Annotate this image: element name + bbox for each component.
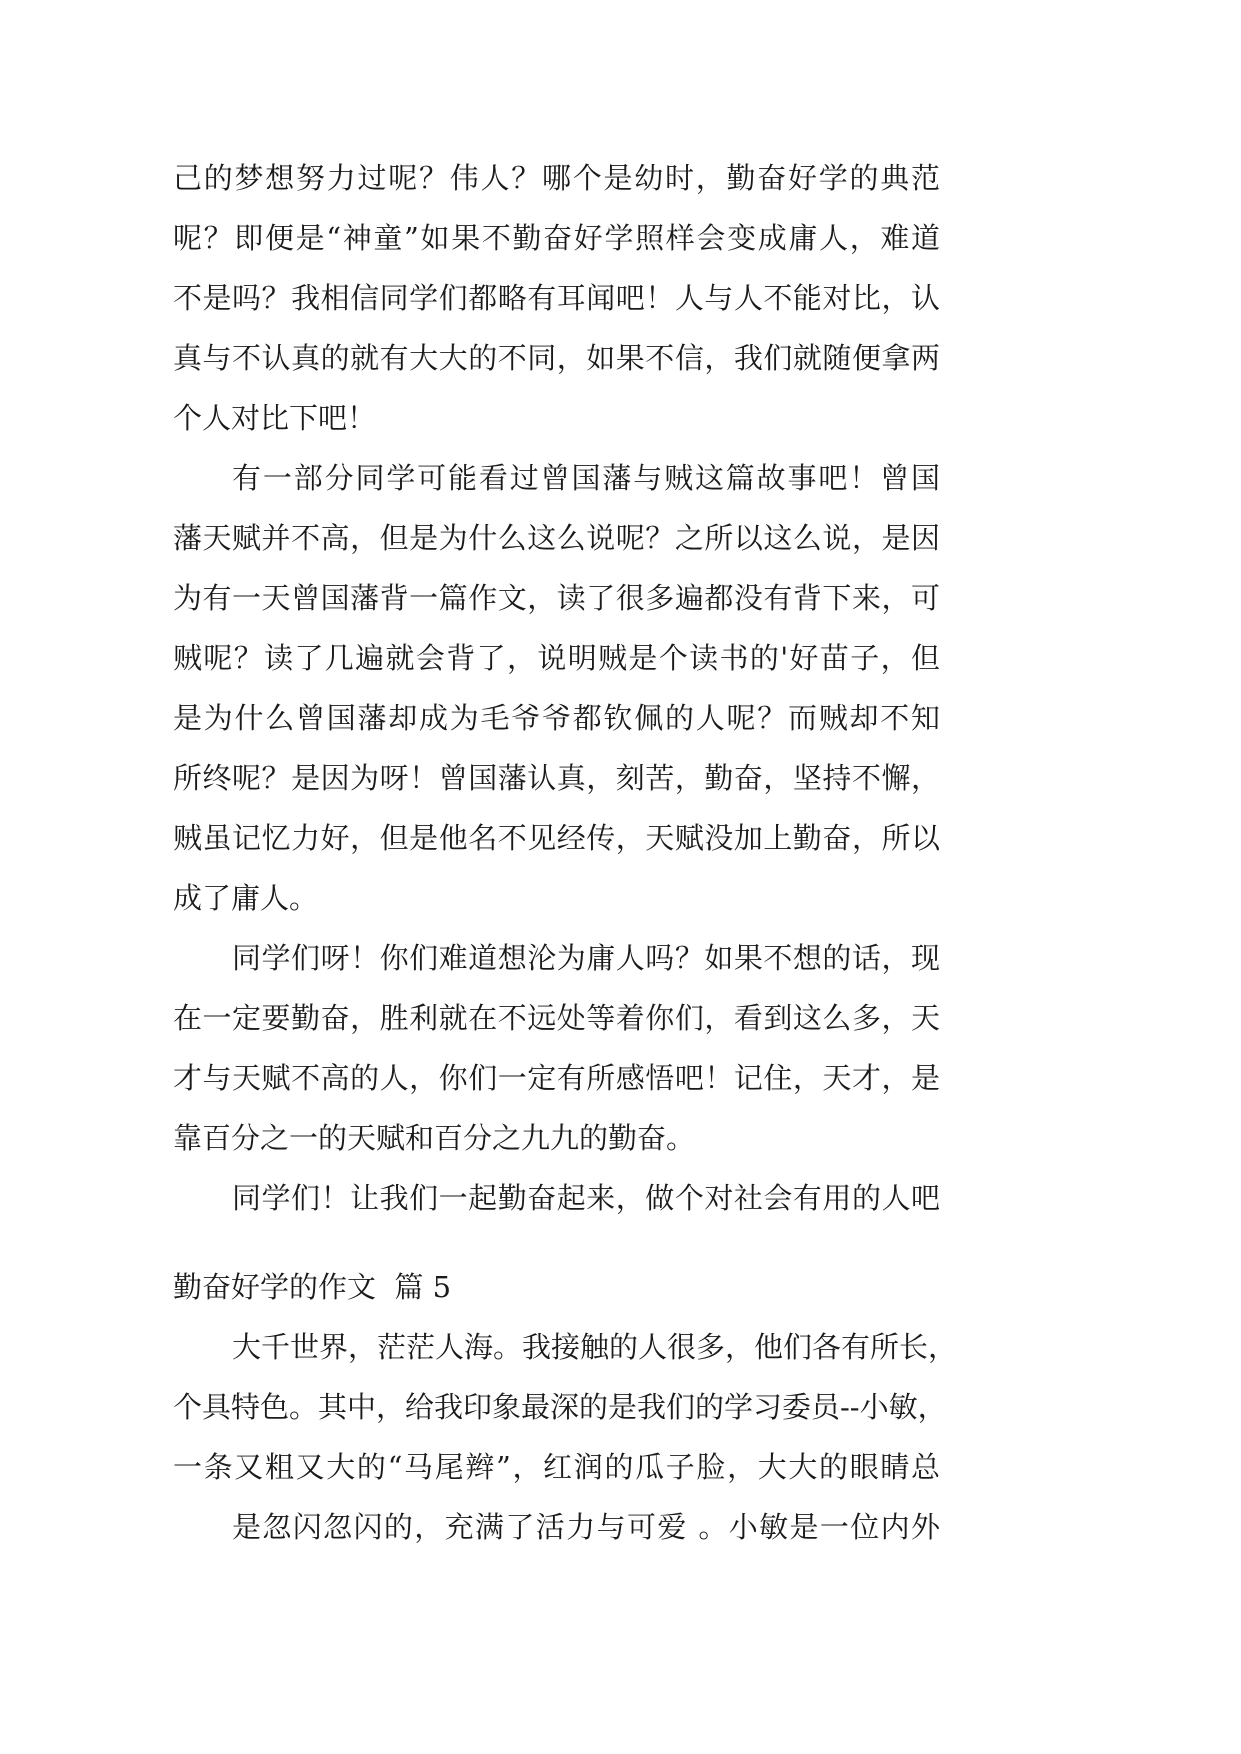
document-body: [173, 148, 958, 1557]
text-line: 藩天赋并不高，但是为什么这么说呢？之所以这么说，是因: [173, 521, 940, 555]
text-line: 己的梦想努力过呢？伟人？哪个是幼时，勤奋好学的典范: [173, 161, 940, 195]
paragraph: [173, 928, 940, 1168]
text-line: 所终呢？是因为呀！曾国藩认真，刻苦，勤奋，坚持不懈，: [173, 761, 940, 795]
text-line: 靠百分之一的天赋和百分之九九的勤奋。: [173, 1121, 696, 1155]
text-line: 成了庸人。: [173, 881, 319, 915]
text-line: 贼呢？读了几遍就会背了，说明贼是个读书的'好苗子，但: [173, 641, 940, 675]
text-line: 一条又粗又大的“马尾辫”，红润的瓜子脸，大大的眼睛总: [173, 1450, 940, 1484]
section-heading: 勤奋好学的作文 篇 5: [173, 1270, 452, 1304]
text-line: 同学们！让我们一起勤奋起来，做个对社会有用的人吧: [232, 1181, 940, 1215]
paragraph: [173, 1317, 958, 1497]
text-line: 为有一天曾国藩背一篇作文，读了很多遍都没有背下来，可: [173, 581, 940, 615]
text-line: 在一定要勤奋，胜利就在不远处等着你们，看到这么多，天: [173, 1001, 940, 1035]
text-line: 个人对比下吧！: [173, 401, 377, 435]
text-line: 有一部分同学可能看过曾国藩与贼这篇故事吧！曾国: [232, 461, 940, 495]
text-line: 是为什么曾国藩却成为毛爷爷都钦佩的人呢？而贼却不知: [173, 701, 940, 735]
paragraph: [173, 448, 940, 928]
text-line: 呢？即便是“神童”如果不勤奋好学照样会变成庸人，难道: [173, 221, 940, 255]
text-line: 同学们呀！你们难道想沦为庸人吗？如果不想的话，现: [232, 941, 940, 975]
paragraph: [173, 1168, 940, 1228]
text-line: 才与天赋不高的人，你们一定有所感悟吧！记住，天才，是: [173, 1061, 940, 1095]
text-line: 贼虽记忆力好，但是他名不见经传，天赋没加上勤奋，所以: [173, 821, 940, 855]
paragraph: [173, 1497, 940, 1557]
text-line: 真与不认真的就有大大的不同，如果不信，我们就随便拿两: [173, 341, 940, 375]
text-line: 个具特色。其中，给我印象最深的是我们的学习委员--小敏，: [173, 1390, 947, 1424]
text-line: 不是吗？我相信同学们都略有耳闻吧！人与人不能对比，认: [173, 281, 940, 315]
text-line: 大千世界，茫茫人海。我接触的人很多，他们各有所长，: [232, 1330, 958, 1364]
text-line: 是忽闪忽闪的，充满了活力与可爱 。小敏是一位内外: [232, 1510, 940, 1544]
paragraph: [173, 148, 940, 448]
